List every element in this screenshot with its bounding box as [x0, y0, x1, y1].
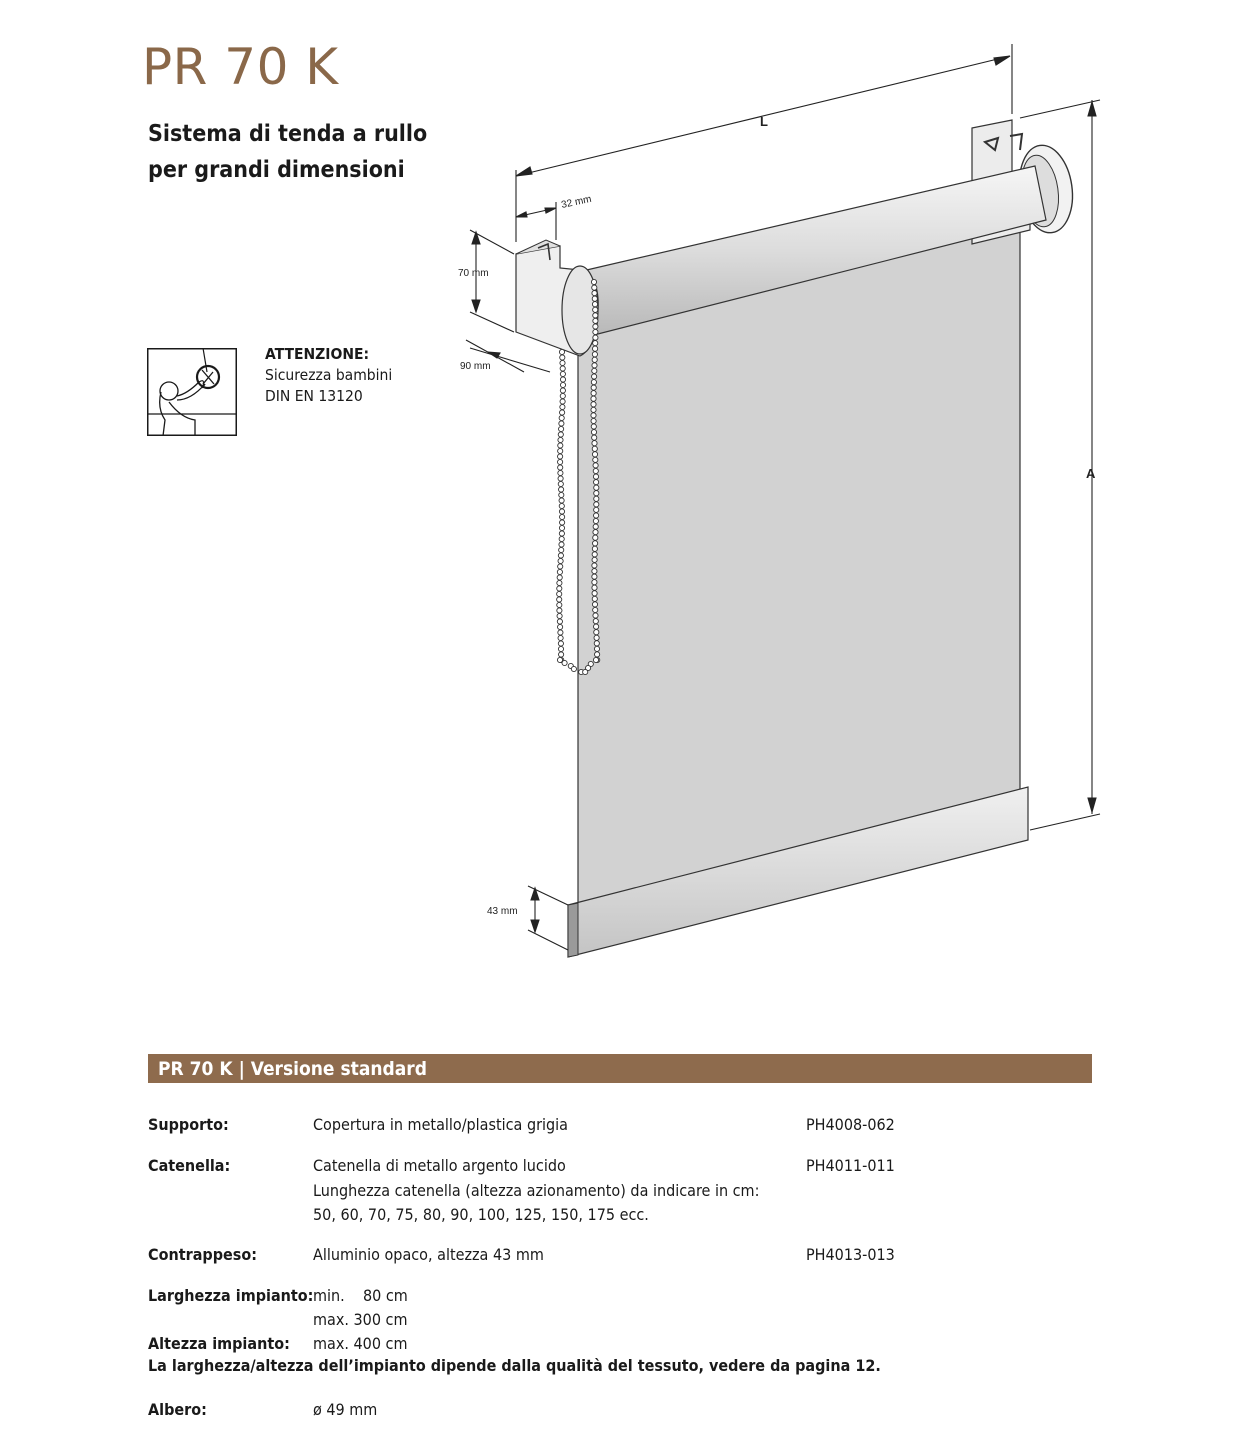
chain-bead: [592, 291, 597, 296]
chain-bead: [591, 418, 596, 423]
chain-bead: [558, 630, 563, 635]
chain-bead: [558, 481, 563, 486]
spec-value: Copertura in metallo/plastica grigia: [313, 1115, 568, 1134]
chain-bead: [593, 619, 598, 624]
chain-bead: [591, 391, 596, 396]
chain-bead: [593, 530, 598, 535]
chain-bead: [560, 355, 565, 360]
chain-bead: [592, 596, 597, 601]
warning-text: [265, 344, 392, 407]
chain-bead: [593, 657, 598, 662]
chain-bead: [592, 569, 597, 574]
chain-bead: [559, 525, 564, 530]
chain-bead: [594, 502, 599, 507]
chain-bead: [558, 646, 563, 651]
spec-label: Larghezza impianto:: [148, 1286, 314, 1305]
chain-bead: [592, 574, 597, 579]
chain-bead: [557, 613, 562, 618]
spec-label: Catenella:: [148, 1156, 231, 1175]
chain-bead: [559, 421, 564, 426]
chain-bead: [558, 558, 563, 563]
chain-bead: [558, 635, 563, 640]
chain-bead: [594, 635, 599, 640]
chain-bead: [560, 388, 565, 393]
chain-bead: [593, 313, 598, 318]
spec-value: Lunghezza catenella (altezza azionamento) da indicare in cm:: [313, 1181, 760, 1200]
chain-bead: [560, 404, 565, 409]
chain-bead: [592, 352, 597, 357]
chain-bead: [592, 585, 597, 590]
chain-bead: [594, 485, 599, 490]
chain-bead: [592, 552, 597, 557]
chain-bead: [557, 591, 562, 596]
chain-bead: [558, 454, 563, 459]
section-header-bar: PR 70 K | Versione standard: [148, 1054, 1092, 1083]
chain-bead: [594, 491, 599, 496]
chain-bead: [594, 480, 599, 485]
dim-label-length: L: [760, 114, 768, 129]
chain-bead: [560, 393, 565, 398]
chain-bead: [560, 377, 565, 382]
chain-bead: [593, 324, 598, 329]
chain-bead: [558, 432, 563, 437]
chain-bead: [591, 279, 596, 284]
chain-bead: [560, 399, 565, 404]
chain-bead: [592, 435, 597, 440]
child-safety-icon: [147, 348, 237, 436]
chain-bead: [559, 498, 564, 503]
page-title: PR 70 K: [142, 38, 339, 96]
chain-bead: [593, 463, 598, 468]
dim-label-height: A: [1086, 466, 1096, 481]
dim-label-bracket-height: 70 mm: [458, 268, 489, 279]
chain-bead: [592, 563, 597, 568]
chain-bead: [592, 285, 597, 290]
chain-bead: [592, 557, 597, 562]
chain-bead: [558, 448, 563, 453]
chain-bead: [592, 302, 597, 307]
dim-label-bracket-depth: 32 mm: [560, 193, 593, 211]
chain-bead: [557, 575, 562, 580]
chain-bead: [557, 608, 562, 613]
chain-bead: [558, 564, 563, 569]
chain-bead: [559, 547, 564, 552]
spec-label: Contrappeso:: [148, 1245, 257, 1264]
chain-bead: [557, 619, 562, 624]
dim-label-weight-bar: 43 mm: [487, 906, 518, 917]
page-subtitle: [148, 116, 427, 188]
spec-value: 50, 60, 70, 75, 80, 90, 100, 125, 150, 175 ecc.: [313, 1205, 649, 1224]
spec-note: La larghezza/altezza dell’impianto dipende dalla qualità del tessuto, vedere da pagina 12.: [148, 1356, 881, 1375]
spec-value: Alluminio opaco, altezza 43 mm: [313, 1245, 544, 1264]
chain-bead: [591, 396, 596, 401]
chain-bead: [591, 424, 596, 429]
chain-bead: [593, 346, 598, 351]
chain-bead: [593, 335, 598, 340]
chain-bead: [559, 509, 564, 514]
chain-bead: [593, 307, 598, 312]
chain-bead: [560, 360, 565, 365]
chain-bead: [594, 630, 599, 635]
chain-bead: [592, 441, 597, 446]
chain-bead: [592, 591, 597, 596]
spec-label: Supporto:: [148, 1115, 229, 1134]
chain-bead: [593, 329, 598, 334]
warning-line-1: Sicurezza bambini: [265, 366, 393, 384]
chain-bead: [557, 602, 562, 607]
chain-bead: [593, 535, 598, 540]
spec-code: PH4013-013: [806, 1245, 895, 1264]
chain-bead: [558, 443, 563, 448]
chain-bead: [557, 580, 562, 585]
chain-bead: [560, 382, 565, 387]
chain-bead: [558, 470, 563, 475]
chain-bead: [557, 569, 562, 574]
chain-bead: [559, 503, 564, 508]
chain-bead: [593, 318, 598, 323]
chain-bead: [593, 524, 598, 529]
chain-bead: [559, 487, 564, 492]
warning-heading: ATTENZIONE:: [265, 345, 370, 363]
chain-bead: [558, 553, 563, 558]
subtitle-line-2: per grandi dimensioni: [148, 157, 405, 183]
chain-bead: [591, 407, 596, 412]
chain-bead: [595, 652, 600, 657]
chain-bead: [591, 380, 596, 385]
chain-bead: [592, 602, 597, 607]
spec-code: PH4008-062: [806, 1115, 895, 1134]
chain-bead: [560, 371, 565, 376]
chain-bead: [583, 669, 588, 674]
chain-bead: [593, 613, 598, 618]
chain-bead: [592, 296, 597, 301]
subtitle-line-1: Sistema di tenda a rullo: [148, 121, 428, 147]
spec-label: Altezza impianto:: [148, 1334, 290, 1353]
chain-bead: [593, 541, 598, 546]
spec-code: PH4011-011: [806, 1156, 895, 1175]
chain-bead: [594, 641, 599, 646]
chain-bead: [558, 624, 563, 629]
chain-bead: [562, 660, 567, 665]
chain-bead: [559, 536, 564, 541]
chain-bead: [592, 374, 597, 379]
chain-bead: [559, 492, 564, 497]
chain-bead: [592, 357, 597, 362]
chain-bead: [559, 415, 564, 420]
chain-bead: [559, 652, 564, 657]
chain-bead: [592, 446, 597, 451]
warning-line-2: DIN EN 13120: [265, 387, 363, 405]
chain-bead: [593, 474, 598, 479]
chain-bead: [559, 531, 564, 536]
chain-bead: [594, 496, 599, 501]
spec-value: min. 80 cm: [313, 1286, 408, 1305]
chain-bead: [591, 385, 596, 390]
chain-bead: [558, 459, 563, 464]
chain-bead: [591, 413, 596, 418]
chain-bead: [592, 368, 597, 373]
chain-bead: [558, 437, 563, 442]
chain-bead: [560, 410, 565, 415]
chain-bead: [559, 542, 564, 547]
chain-bead: [557, 586, 562, 591]
chain-bead: [594, 507, 599, 512]
chain-bead: [592, 546, 597, 551]
chain-bead: [558, 641, 563, 646]
chain-bead: [592, 580, 597, 585]
chain-bead: [557, 597, 562, 602]
chain-bead: [593, 468, 598, 473]
chain-bead: [559, 426, 564, 431]
chain-bead: [591, 402, 596, 407]
chain-bead: [593, 341, 598, 346]
dim-label-bracket-width: 90 mm: [460, 361, 491, 372]
chain-bead: [559, 349, 564, 354]
chain-bead: [558, 465, 563, 470]
chain-bead: [560, 366, 565, 371]
chain-bead: [592, 363, 597, 368]
spec-value: max. 400 cm: [313, 1334, 408, 1353]
chain-bead: [593, 607, 598, 612]
chain-bead: [571, 666, 576, 671]
chain-bead: [558, 476, 563, 481]
chain-bead: [593, 457, 598, 462]
spec-label: Albero:: [148, 1400, 207, 1419]
spec-value: ø 49 mm: [313, 1400, 378, 1419]
chain-bead: [560, 514, 565, 519]
chain-bead: [594, 513, 599, 518]
spec-value: Catenella di metallo argento lucido: [313, 1156, 566, 1175]
chain-bead: [591, 430, 596, 435]
chain-bead: [592, 452, 597, 457]
chain-bead: [594, 646, 599, 651]
chain-bead: [560, 520, 565, 525]
chain-bead: [594, 624, 599, 629]
chain-bead: [593, 518, 598, 523]
spec-value: max. 300 cm: [313, 1310, 408, 1329]
roller-blind-diagram: [440, 40, 1120, 980]
